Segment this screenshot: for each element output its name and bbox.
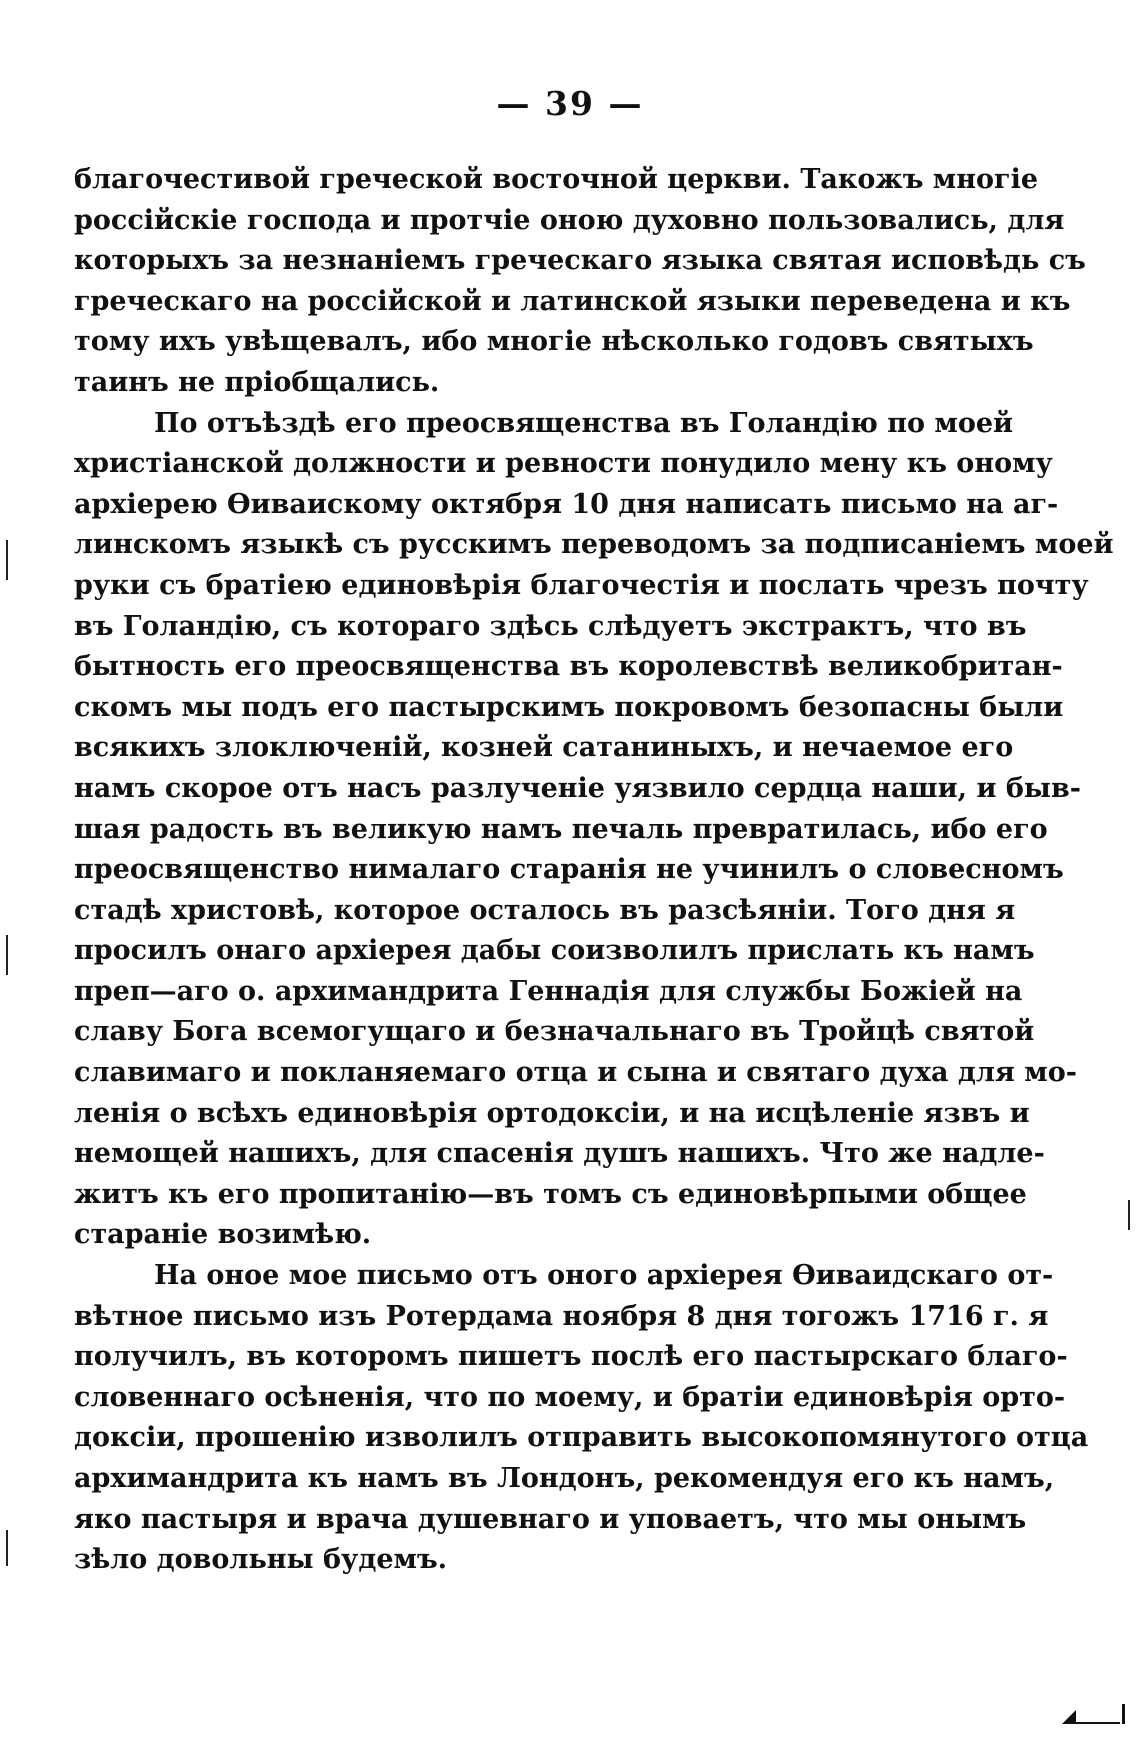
scan-margin-mark <box>1128 1200 1130 1230</box>
paragraph-1 <box>74 160 1086 404</box>
text-line: славимаго и покланяемаго отца и сына и святаго духа для мо- <box>74 1057 1077 1089</box>
text-line: всякихъ злоключеній, козней сатаниныхъ, и нечаемое его <box>74 732 1014 764</box>
scan-corner-mark-icon <box>1060 1700 1130 1726</box>
body-text <box>74 160 1114 1581</box>
text-line: стадѣ христовѣ, которое осталось въ разсѣяніи. Того дня я <box>74 894 1016 926</box>
text-line: скомъ мы подъ его пастырскимъ покровомъ безопасны были <box>74 691 1064 723</box>
text-line: доксіи, прошенію изволилъ отправить высокопомянутого отца <box>74 1422 1089 1454</box>
text-line: По отъѣздѣ его преосвященства въ Голандію по моей <box>154 407 1014 439</box>
text-line: руки съ братіею единовѣрія благочестія и послать чрезъ почту <box>74 569 1089 601</box>
scan-margin-mark <box>6 1530 8 1566</box>
text-line: россійскіе господа и протчіе оною духовно пользовались, для <box>74 204 1065 236</box>
text-line: архимандрита къ намъ въ Лондонъ, рекомендуя его къ намъ, <box>74 1463 1055 1494</box>
text-line: тому ихъ увѣщевалъ, ибо многіе нѣсколько годовъ святыхъ <box>74 326 1034 358</box>
text-line: шая радость въ великую намъ печаль превратилась, ибо его <box>74 813 1048 845</box>
text-line: бытность его преосвященства въ королевствѣ великобритан- <box>74 651 1063 683</box>
text-line: немощей нашихъ, для спасенія душъ нашихъ. Что же надле- <box>74 1138 1045 1170</box>
text-line: христіанской должности и ревности понудило мену къ оному <box>74 448 1053 480</box>
text-line: славу Бога всемогущаго и безначальнаго въ Тройцѣ святой <box>74 1016 1035 1048</box>
text-line: архіерею Ѳиваискому октября 10 дня написать письмо на аг- <box>74 488 1059 520</box>
text-line: въ Голандію, съ котораго здѣсь слѣдуетъ экстрактъ, что въ <box>74 610 1027 642</box>
text-line: благочестивой греческой восточной церкви. Такожъ многіе <box>74 164 1039 195</box>
scan-margin-mark <box>6 935 8 975</box>
text-line: На оное мое письмо отъ оного архіерея Ѳиваидскаго от- <box>154 1260 1054 1292</box>
text-line: стараніе возимѣю. <box>74 1219 372 1251</box>
page-number: — 39 — <box>496 84 644 123</box>
text-line: житъ къ его пропитанію—въ томъ съ единовѣрпыми общее <box>74 1178 1027 1210</box>
text-line: преп—аго о. архимандрита Геннадія для службы Божіей на <box>74 975 1023 1007</box>
text-line: линскомъ языкѣ съ русскимъ переводомъ за подписаніемъ моей <box>74 529 1114 561</box>
text-line: намъ скорое отъ насъ разлученіе уязвило сердца наши, и быв- <box>74 772 1081 804</box>
text-line: ленія о всѣхъ единовѣрія ортодоксіи, и на исцѣленіе язвъ и <box>74 1097 1030 1129</box>
text-line: вѣтное письмо изъ Ротердама ноября 8 дня тогожъ 1716 г. я <box>74 1300 1049 1332</box>
text-line: преосвященство нималаго старанія не учинилъ о словесномъ <box>74 854 1064 886</box>
text-line: зѣло довольны будемъ. <box>74 1544 448 1576</box>
text-line: просилъ онаго архіерея дабы соизволилъ прислать къ намъ <box>74 935 1035 967</box>
paragraph-2 <box>74 404 1114 1256</box>
scan-margin-mark <box>6 540 8 580</box>
paragraph-3 <box>74 1256 1089 1581</box>
text-line: словеннаго осѣненія, что по моему, и братіи единовѣрія орто- <box>74 1381 1066 1413</box>
text-line: таинъ не пріобщались. <box>74 366 440 398</box>
text-line: греческаго на россійской и латинской языки переведена и къ <box>74 285 1071 317</box>
text-line: которыхъ за незнаніемъ греческаго языка святая исповѣдь съ <box>74 245 1086 277</box>
text-line: яко пастыря и врача душевнаго и уповаетъ, что мы онымъ <box>74 1503 1027 1535</box>
text-line: получилъ, въ которомъ пишетъ послѣ его пастырскаго благо- <box>74 1341 1068 1373</box>
